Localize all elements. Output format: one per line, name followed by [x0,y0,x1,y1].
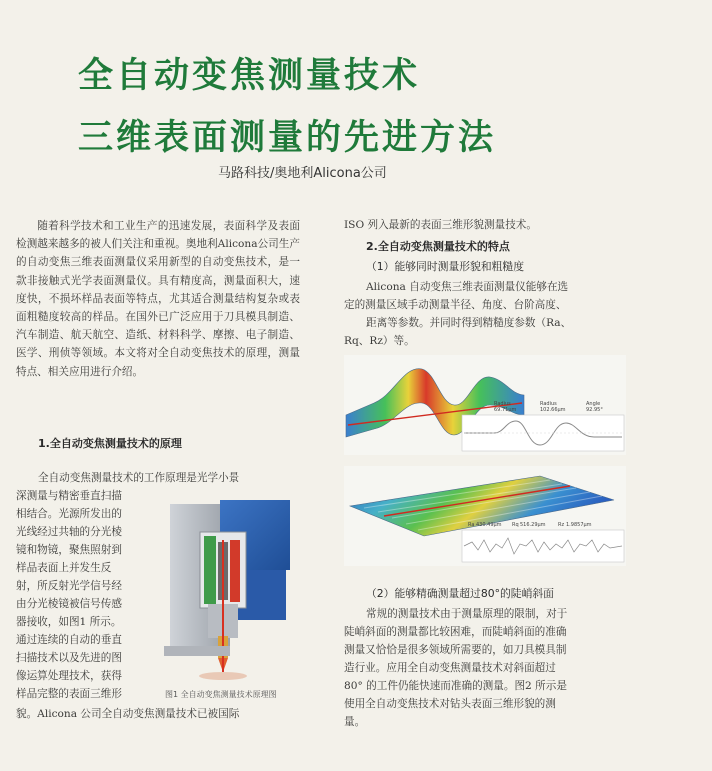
sub2-line: 常规的测量技术由于测量原理的限制，对于 [366,608,568,620]
section-2-heading: 2.全自动变焦测量技术的特点 [366,240,510,253]
section-1-heading: 1.全自动变焦测量技术的原理 [38,437,182,450]
sub2-line: 量。 [344,716,366,728]
figure-1-instrument-image [160,496,298,686]
sub2-line: 使用全自动变焦技术对钻头表面三维形貌的测 [344,698,556,710]
s1-line: 通过连续的自动的垂直 [16,634,122,646]
byline: 马路科技/奥地利Alicona公司 [218,166,387,181]
fig2a-radius1-value: 69.71µm [494,407,517,413]
fig2a-radius2-value: 102.66µm [540,407,566,413]
sub1-line: Alicona 自动变焦三维表面测量仪能够在选 [366,281,569,293]
sub1-line: Rq、Rz）等。 [344,335,415,347]
right-line-0: ISO 列入最新的表面三维形貌测量技术。 [344,219,537,231]
sub-1-heading: （1）能够同时测量形貌和粗糙度 [366,260,525,273]
sub-2-heading: （2）能够精确测量超过80°的陡峭斜面 [366,587,554,600]
sub2-line: 陡峭斜面的测量都比较困难，而陡峭斜面的准确 [344,626,567,638]
sub2-line: 80° 的工件仍能快速而准确的测量。图2 所示是 [344,680,567,692]
fig2b-ra-value: 430.49µm [476,522,502,528]
sub1-line: 定的测量区域手动测量半径、角度、台阶高度、 [344,299,567,311]
s1-line: 光线经过共轴的分光棱 [16,526,122,538]
s1-line: 由分光棱镜被信号传感 [16,598,122,610]
fig2a-radius2-label: Radius [540,401,557,407]
intro-paragraph [16,217,300,381]
fig2b-rq-label: Rq [512,522,519,528]
s1-line: 相结合。光源所发出的 [16,508,122,520]
title-line-1: 全自动变焦测量技术 [78,56,421,96]
title-line-2: 三维表面测量的先进方法 [78,118,497,158]
s1-line: 样品表面上并发生反 [16,562,112,574]
s1-line: 像运算处理技术，获得 [16,670,122,682]
fig2a-radius1-label: Radius [494,401,511,407]
fig2a-angle-label: Angle [586,401,601,407]
fig2b-ra-label: Ra [468,522,475,528]
s1-line: 射，所反射光学信号经 [16,580,122,592]
s1-line: 镜和物镜，聚焦照射到 [16,544,122,556]
s1-line: 全自动变焦测量技术的工作原理是光学小景 [38,472,240,484]
figure-2b-roughness-image [344,466,626,566]
s1-line: 貌。Alicona 公司全自动变焦测量技术已被国际 [16,708,240,720]
s1-line: 深测量与精密垂直扫描 [16,490,122,502]
fig2b-rz-label: Rz [558,522,565,528]
figure-2a-profile-image [344,355,626,455]
figure-1-caption: 图1 全自动变焦测量技术原理图 [165,690,277,699]
sub2-line: 造行业。应用全自动变焦测量技术对斜面超过 [344,662,556,674]
fig2b-rq-value: 516.29µm [520,522,546,528]
fig2a-angle-value: 92.95° [586,407,603,413]
fig2b-rz-value: 1.9857µm [566,522,592,528]
intro-text: 随着科学技术和工业生产的迅速发展，表面科学及表面检测越来越多的被人们关注和重视。奥地利Alicona公司生产的自动变焦三维表面测量仪采用新型的自动变焦技术，是一款非接触式光学表面测量仪。具有精度高，测量面积大，速度快，不损坏样品表面等特点，尤其适合测量结构复杂或表面粗糙度较高的样品。在国外已广泛应用于刀具模具制造、汽车制造、航天航空、造纸、材料科学、摩擦、电子制造、医学、刑侦等领域。本文将对全自动变焦技术的原理，测量特点、相关应用进行介绍。 [16,220,300,378]
s1-line: 样品完整的表面三维形 [16,688,122,700]
s1-line: 扫描技术以及先进的图 [16,652,122,664]
s1-line: 器接收，如图1 所示。 [16,616,122,628]
sub1-line: 距离等参数。并同时得到精糙度参数（Ra、 [366,317,572,329]
sub2-line: 测量又恰恰是很多领域所需要的，如刀具模具制 [344,644,567,656]
